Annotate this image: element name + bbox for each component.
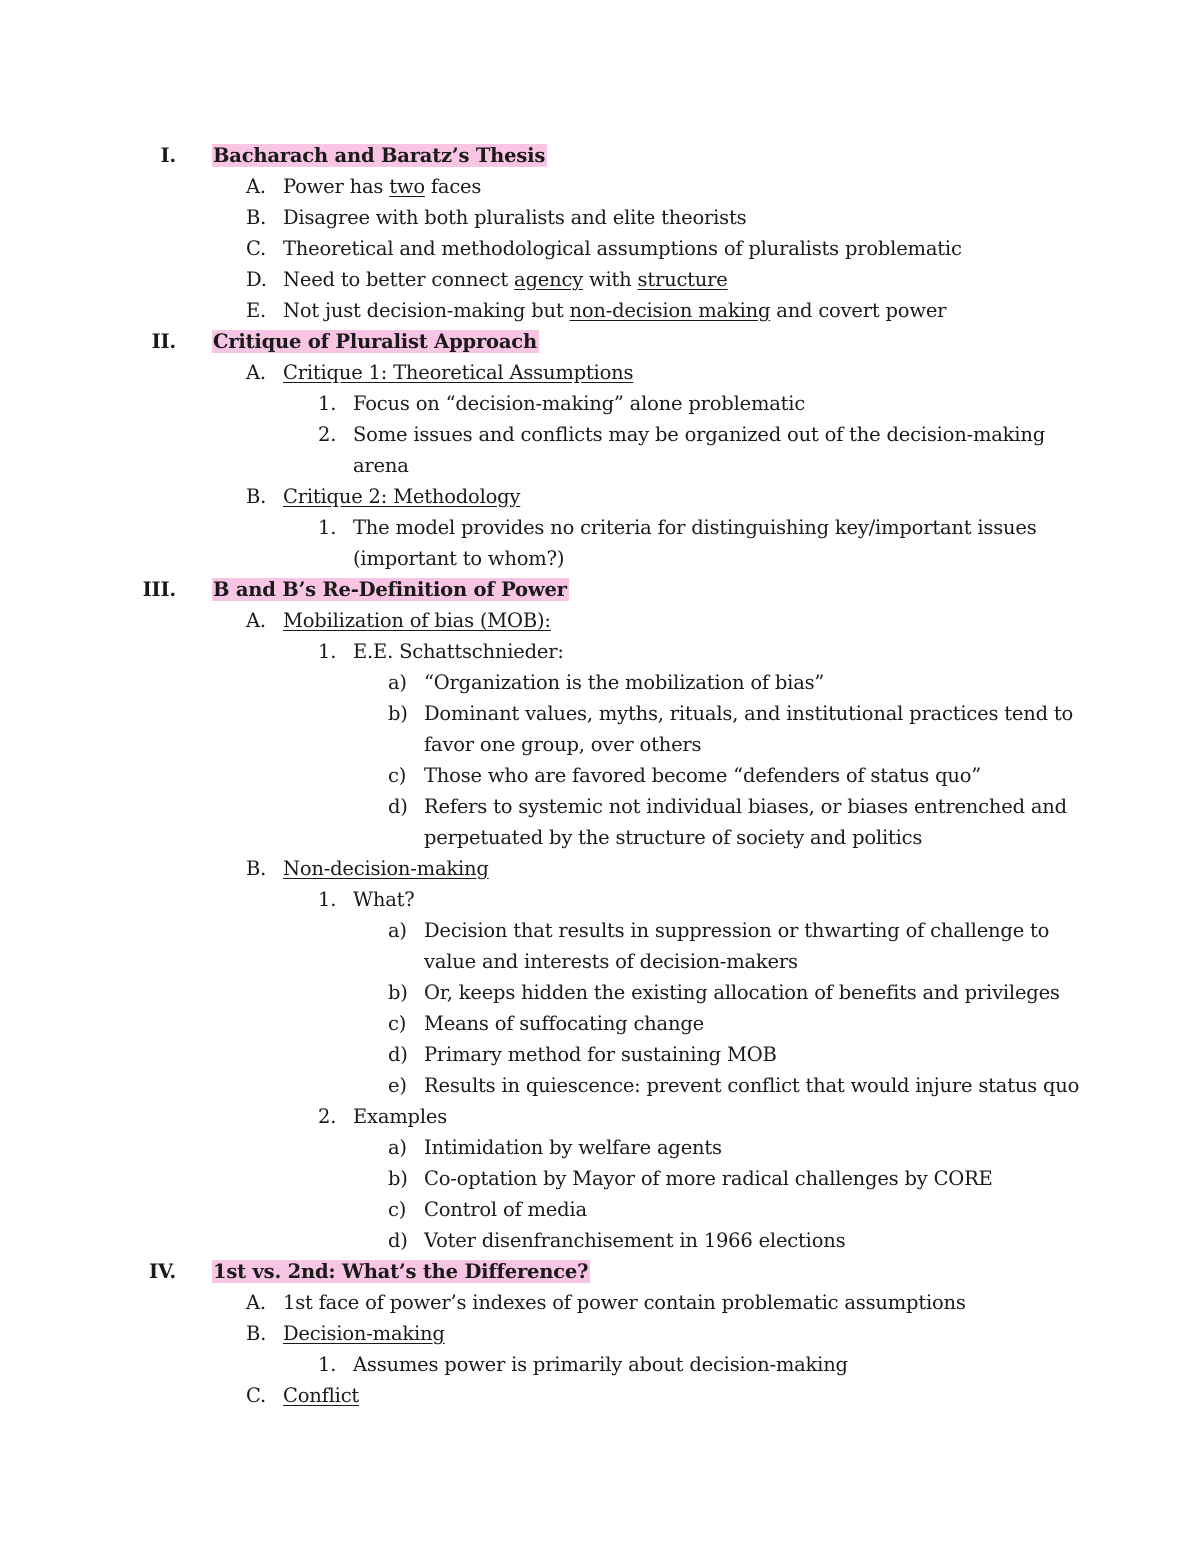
item-marker: D. bbox=[246, 268, 267, 291]
outline-item bbox=[0, 667, 1200, 698]
underlined-term: Conflict bbox=[283, 1384, 360, 1407]
outline-item bbox=[0, 853, 1200, 884]
item-marker: 1. bbox=[318, 1353, 337, 1376]
outline-item bbox=[0, 419, 1200, 450]
outline-item-continuation bbox=[0, 729, 1200, 760]
item-marker: B. bbox=[246, 857, 267, 880]
outline-item bbox=[0, 295, 1200, 326]
item-text: Assumes power is primarily about decision-making bbox=[353, 1353, 848, 1376]
item-marker: b) bbox=[388, 1167, 408, 1190]
outline-item bbox=[0, 915, 1200, 946]
item-text: Voter disenfranchisement in 1966 elections bbox=[424, 1229, 846, 1252]
item-text: Focus on “decision-making” alone problematic bbox=[353, 392, 806, 415]
item-marker: C. bbox=[246, 1384, 267, 1407]
underlined-term: Critique 1: Theoretical Assumptions bbox=[283, 361, 634, 384]
section-heading bbox=[0, 1256, 1200, 1287]
outline-item bbox=[0, 1132, 1200, 1163]
outline-item bbox=[0, 760, 1200, 791]
section-heading bbox=[0, 140, 1200, 171]
item-marker: 1. bbox=[318, 640, 337, 663]
section-heading bbox=[0, 326, 1200, 357]
item-text: Intimidation by welfare agents bbox=[424, 1136, 722, 1159]
item-marker: a) bbox=[388, 919, 407, 942]
outline-item bbox=[0, 884, 1200, 915]
item-text: Not just decision-making but bbox=[283, 299, 570, 322]
outline-item bbox=[0, 636, 1200, 667]
item-text: Dominant values, myths, rituals, and institutional practices tend to bbox=[424, 702, 1074, 725]
item-marker: 1. bbox=[318, 516, 337, 539]
section-number: II. bbox=[151, 330, 176, 353]
item-text: Means of suffocating change bbox=[424, 1012, 704, 1035]
item-marker: c) bbox=[388, 764, 407, 787]
item-text: Or, keeps hidden the existing allocation of benefits and privileges bbox=[424, 981, 1060, 1004]
underlined-term: two bbox=[389, 175, 425, 198]
underlined-term: agency bbox=[514, 268, 583, 291]
item-text: “Organization is the mobilization of bias” bbox=[424, 671, 825, 694]
item-marker: d) bbox=[388, 1043, 408, 1066]
outline-item bbox=[0, 698, 1200, 729]
item-text: perpetuated by the structure of society and politics bbox=[424, 826, 923, 849]
item-text: and covert power bbox=[770, 299, 947, 322]
outline-item bbox=[0, 171, 1200, 202]
item-marker: A. bbox=[246, 175, 266, 198]
section-number: III. bbox=[142, 578, 176, 601]
item-marker: A. bbox=[246, 361, 266, 384]
item-text: Co-optation by Mayor of more radical challenges by CORE bbox=[424, 1167, 993, 1190]
item-text: Examples bbox=[353, 1105, 448, 1128]
section-number: I. bbox=[160, 144, 176, 167]
outline-item-continuation bbox=[0, 543, 1200, 574]
outline-item bbox=[0, 1070, 1200, 1101]
item-text: Control of media bbox=[424, 1198, 587, 1221]
underlined-term: structure bbox=[637, 268, 728, 291]
outline-item bbox=[0, 605, 1200, 636]
underlined-term: Non-decision-making bbox=[283, 857, 489, 880]
item-text: value and interests of decision-makers bbox=[424, 950, 798, 973]
item-text: Refers to systemic not individual biases, or biases entrenched and bbox=[424, 795, 1067, 818]
item-marker: 1. bbox=[318, 888, 337, 911]
item-marker: c) bbox=[388, 1012, 407, 1035]
section-heading bbox=[0, 574, 1200, 605]
item-marker: B. bbox=[246, 485, 267, 508]
outline-item bbox=[0, 1008, 1200, 1039]
item-marker: A. bbox=[246, 609, 266, 632]
item-marker: C. bbox=[246, 237, 267, 260]
item-marker: e) bbox=[388, 1074, 407, 1097]
item-text: What? bbox=[353, 888, 415, 911]
outline-item bbox=[0, 264, 1200, 295]
outline-item bbox=[0, 357, 1200, 388]
item-marker: B. bbox=[246, 1322, 267, 1345]
item-text: with bbox=[582, 268, 638, 291]
outline-item bbox=[0, 1039, 1200, 1070]
outline-item bbox=[0, 1163, 1200, 1194]
item-marker: A. bbox=[246, 1291, 266, 1314]
item-marker: B. bbox=[246, 206, 267, 229]
section-number: IV. bbox=[148, 1260, 176, 1283]
outline-document bbox=[0, 140, 1200, 1411]
outline-item bbox=[0, 1194, 1200, 1225]
item-text: Power has bbox=[283, 175, 390, 198]
item-text: Decision that results in suppression or thwarting of challenge to bbox=[424, 919, 1050, 942]
item-text: Theoretical and methodological assumptions of pluralists problematic bbox=[283, 237, 962, 260]
item-marker: 2. bbox=[318, 1105, 337, 1128]
outline-item bbox=[0, 1101, 1200, 1132]
item-text: E.E. Schattschnieder: bbox=[353, 640, 564, 663]
item-text: (important to whom?) bbox=[353, 547, 565, 570]
outline-item bbox=[0, 202, 1200, 233]
underlined-term: Critique 2: Methodology bbox=[283, 485, 521, 508]
item-text: Disagree with both pluralists and elite theorists bbox=[283, 206, 747, 229]
item-text: Results in quiescence: prevent conflict that would injure status quo bbox=[424, 1074, 1080, 1097]
outline-item bbox=[0, 481, 1200, 512]
item-text: favor one group, over others bbox=[424, 733, 702, 756]
item-text: Those who are favored become “defenders of status quo” bbox=[424, 764, 982, 787]
item-text: arena bbox=[353, 454, 409, 477]
outline-item bbox=[0, 512, 1200, 543]
outline-item bbox=[0, 1318, 1200, 1349]
item-text: Primary method for sustaining MOB bbox=[424, 1043, 777, 1066]
item-marker: a) bbox=[388, 671, 407, 694]
item-text: Need to better connect bbox=[283, 268, 515, 291]
underlined-term: Decision-making bbox=[283, 1322, 445, 1345]
item-marker: d) bbox=[388, 1229, 408, 1252]
section-title: Critique of Pluralist Approach bbox=[213, 330, 537, 353]
outline-item-continuation bbox=[0, 450, 1200, 481]
item-marker: b) bbox=[388, 702, 408, 725]
item-marker: 2. bbox=[318, 423, 337, 446]
outline-item bbox=[0, 1225, 1200, 1256]
outline-item bbox=[0, 233, 1200, 264]
outline-item bbox=[0, 791, 1200, 822]
item-marker: d) bbox=[388, 795, 408, 818]
outline-item bbox=[0, 388, 1200, 419]
item-marker: b) bbox=[388, 981, 408, 1004]
item-text: 1st face of power’s indexes of power contain problematic assumptions bbox=[283, 1291, 966, 1314]
section-title: Bacharach and Baratz’s Thesis bbox=[213, 144, 546, 167]
outline-item bbox=[0, 1287, 1200, 1318]
outline-item-continuation bbox=[0, 822, 1200, 853]
item-marker: a) bbox=[388, 1136, 407, 1159]
outline-item bbox=[0, 977, 1200, 1008]
underlined-term: Mobilization of bias (MOB): bbox=[283, 609, 551, 632]
outline-item bbox=[0, 1380, 1200, 1411]
outline-item bbox=[0, 1349, 1200, 1380]
item-marker: 1. bbox=[318, 392, 337, 415]
outline-item-continuation bbox=[0, 946, 1200, 977]
item-text: The model provides no criteria for distinguishing key/important issues bbox=[353, 516, 1037, 539]
item-text: Some issues and conflicts may be organized out of the decision-making bbox=[353, 423, 1045, 446]
section-title: B and B’s Re-Definition of Power bbox=[213, 578, 567, 601]
item-marker: E. bbox=[246, 299, 267, 322]
section-title: 1st vs. 2nd: What’s the Difference? bbox=[213, 1260, 589, 1283]
item-text: faces bbox=[424, 175, 482, 198]
item-marker: c) bbox=[388, 1198, 407, 1221]
underlined-term: non-decision making bbox=[569, 299, 771, 322]
